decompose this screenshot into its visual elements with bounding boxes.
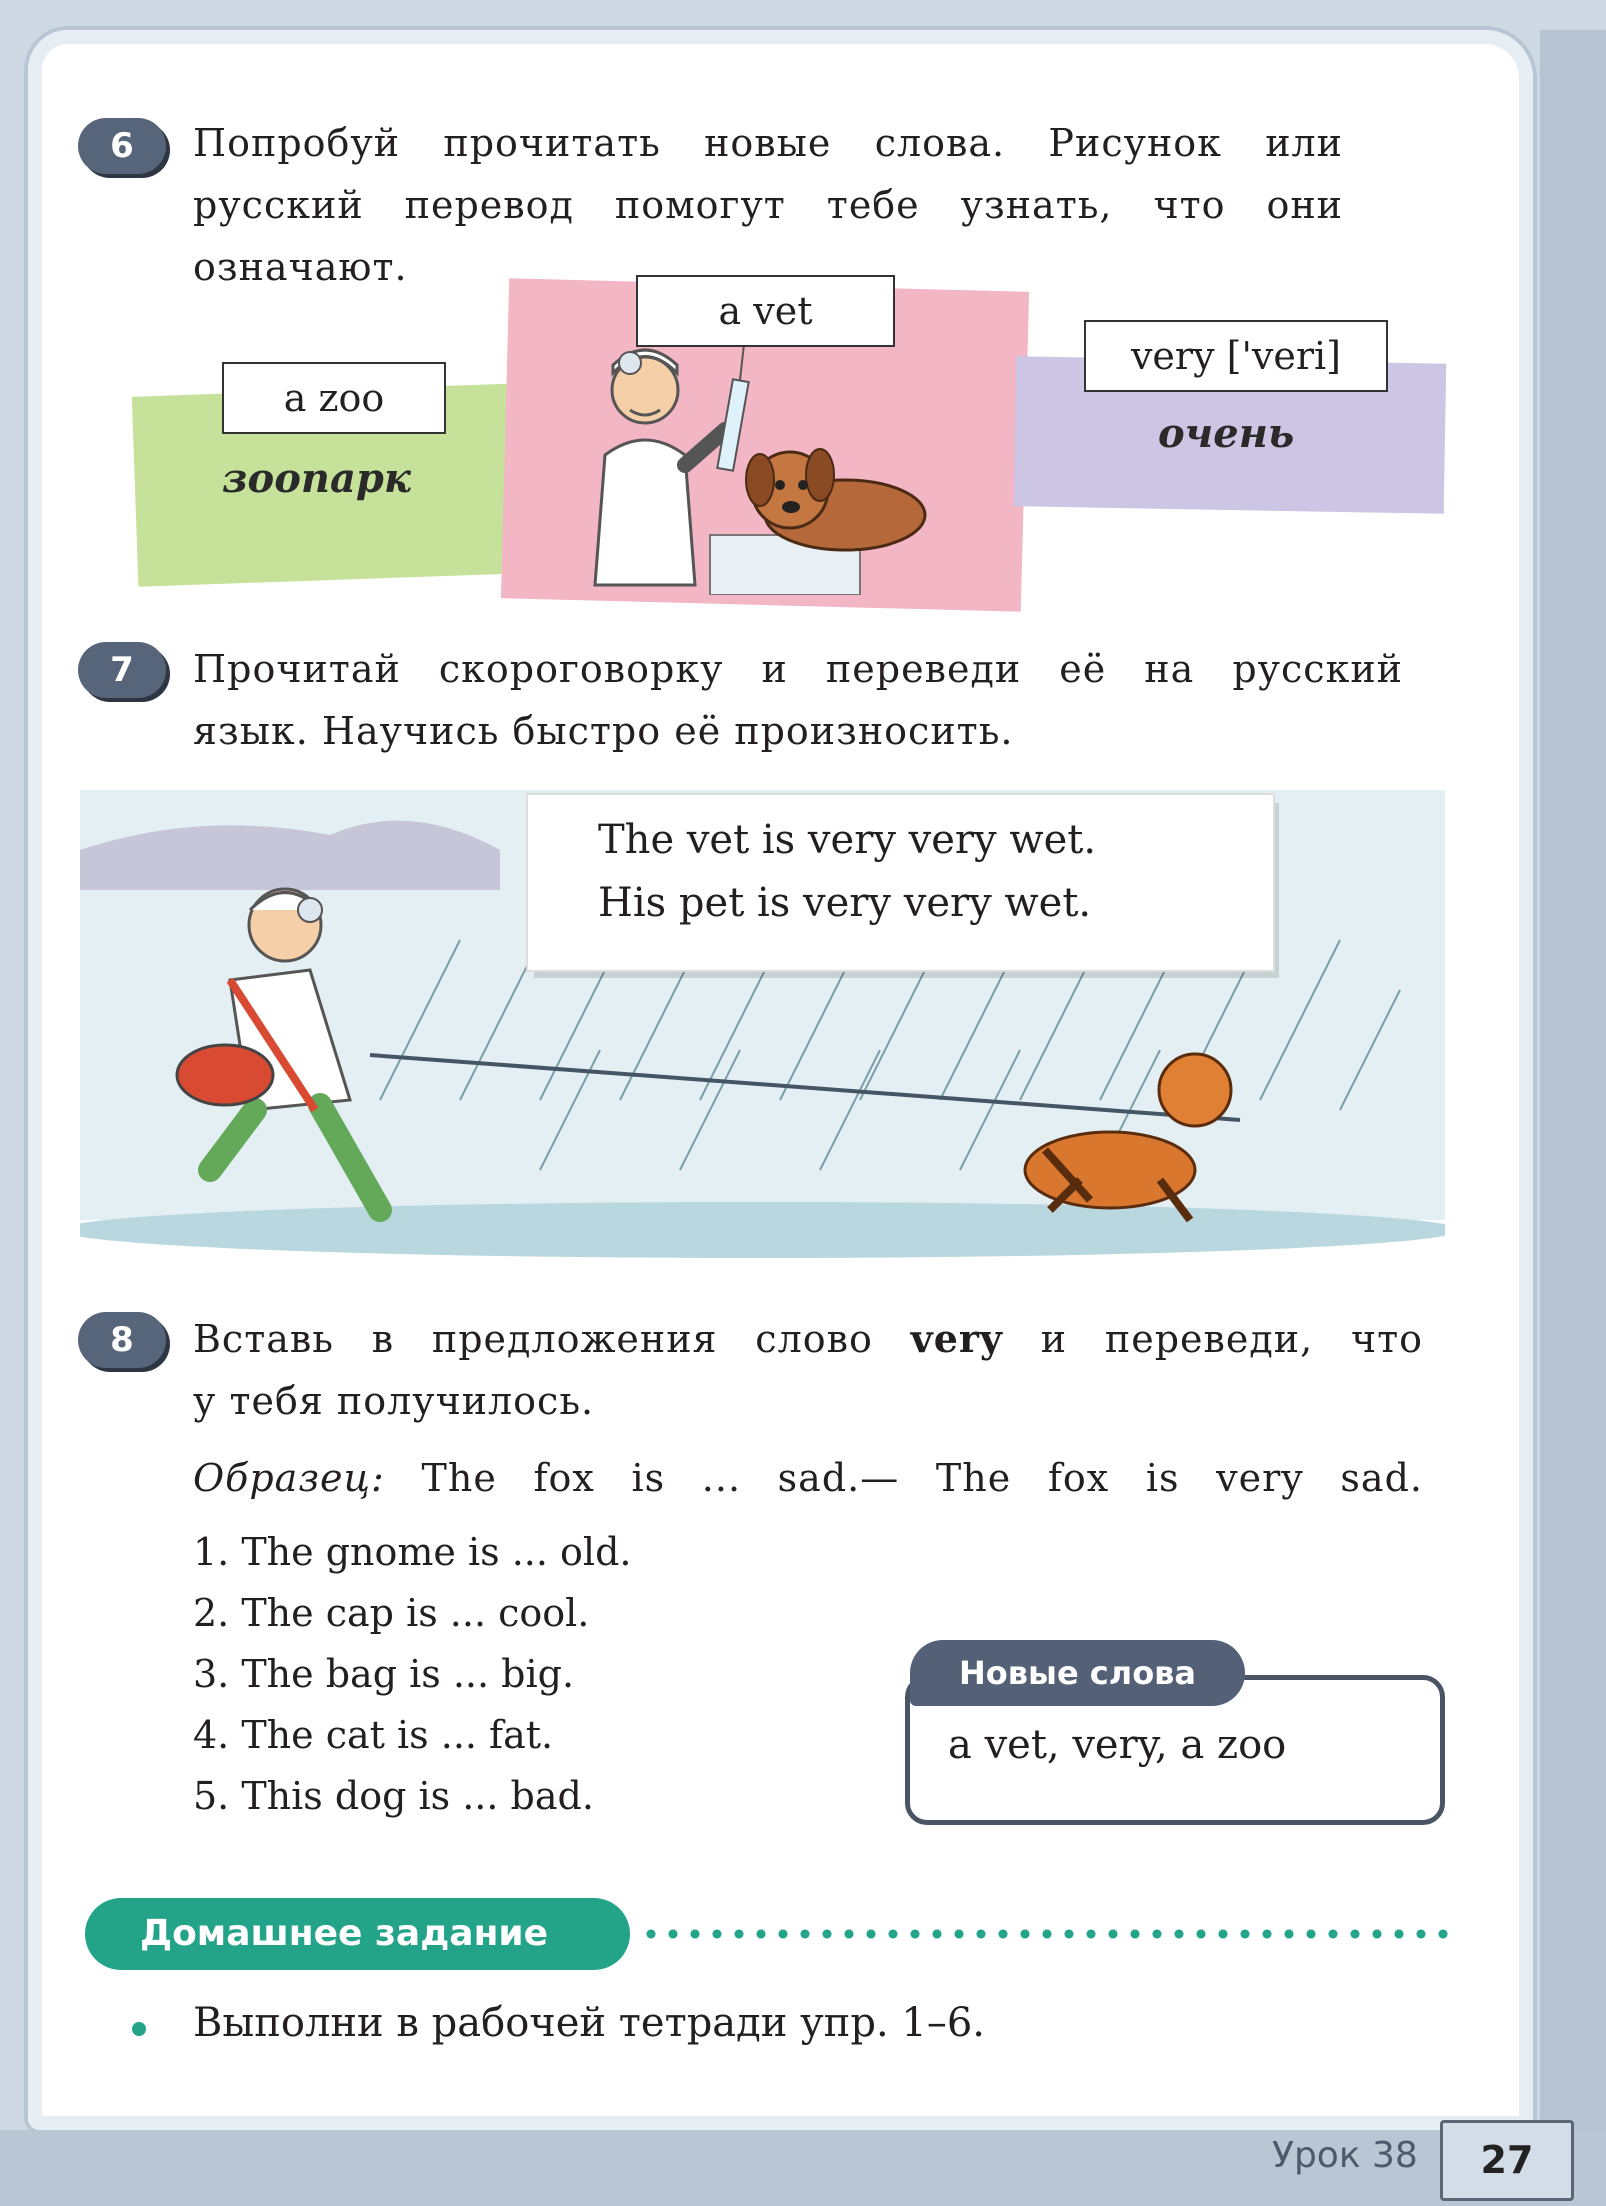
exercise-6-line-3: означают. [193, 245, 408, 289]
page-edge [1540, 30, 1606, 2206]
exercise-7-line-2: язык. Научись быстро её произносить. [193, 709, 1014, 753]
translation-zoo: зоопарк [222, 455, 411, 502]
exercise-7-line-1: Прочитай скороговорку и переведи её на русский [193, 647, 1403, 691]
exercise-8-item-3: 3. The bag is ... big. [193, 1652, 575, 1696]
tongue-twister-line-1: The vet is very very wet. [598, 817, 1097, 863]
new-words-title: Новые слова [910, 1640, 1245, 1706]
example-label: Образец: [193, 1456, 385, 1500]
new-words-list: a vet, very, a zoo [948, 1722, 1287, 1768]
word-box-very: very ['veri] [1084, 320, 1388, 392]
exercise-8-item-2: 2. The cap is ... cool. [193, 1591, 590, 1635]
exercise-6-instructions [193, 112, 1343, 298]
exercise-8-line-2: у тебя получилось. [193, 1379, 595, 1423]
dotted-divider [640, 1928, 1450, 1940]
lesson-label: Урок 38 [1272, 2135, 1418, 2176]
exercise-8-item-1: 1. The gnome is ... old. [193, 1530, 632, 1574]
homework-title: Домашнее задание [85, 1898, 630, 1970]
tongue-twister-box [528, 795, 1273, 970]
translation-very: очень [1158, 410, 1295, 457]
exercise-8-instructions [193, 1308, 1423, 1432]
vet-with-dog-illustration [545, 335, 975, 595]
exercise-8-example [193, 1447, 1423, 1509]
exercise-6-line-2: русский перевод помогут тебе узнать, что они [193, 183, 1343, 227]
example-text: The fox is ... sad.— The fox is very sad. [384, 1456, 1423, 1500]
word-box-zoo: a zoo [222, 362, 446, 434]
tongue-twister-line-2: His pet is very very wet. [598, 880, 1092, 926]
exercise-6-line-1: Попробуй прочитать новые слова. Рисунок или [193, 121, 1343, 165]
exercise-8-item-5: 5. This dog is ... bad. [193, 1774, 594, 1818]
homework-task: Выполни в рабочей тетради упр. 1–6. [193, 2000, 985, 2046]
exercise-8-line-1 [193, 1308, 1423, 1370]
keyword-very: very [910, 1316, 1004, 1361]
exercise-8-item-4: 4. The cat is ... fat. [193, 1713, 554, 1757]
exercise-7-instructions [193, 638, 1403, 762]
word-box-vet: a vet [636, 275, 895, 347]
exercise-8-line-1-start: Вставь в предложения слово [193, 1317, 911, 1361]
exercise-8-badge: 8 [78, 1312, 166, 1368]
exercise-8-line-1-end: и переведи, что [1003, 1317, 1423, 1361]
exercise-6-badge: 6 [78, 118, 166, 174]
example-line [193, 1447, 1423, 1509]
exercise-7-badge: 7 [78, 642, 166, 698]
puddle [80, 1202, 1445, 1258]
bullet-point [132, 2022, 146, 2036]
page-number: 27 [1440, 2120, 1574, 2201]
